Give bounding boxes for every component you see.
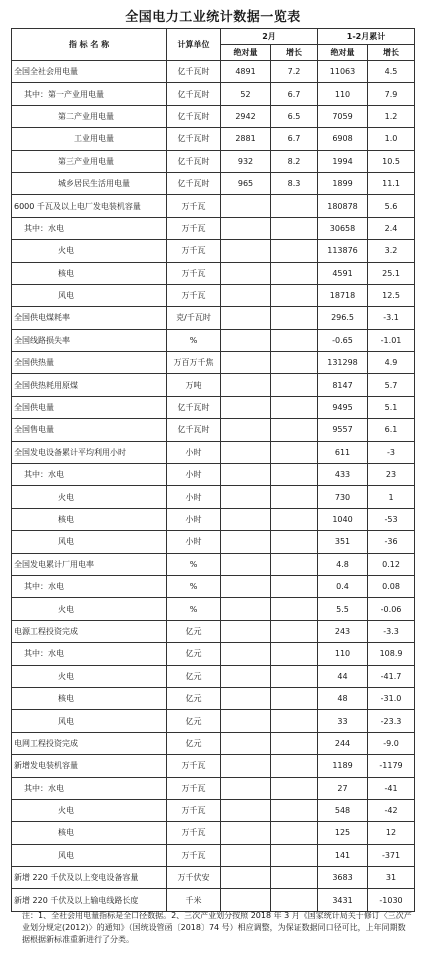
row-month-growth — [271, 620, 318, 642]
row-cumulative-abs: 141 — [318, 844, 368, 866]
row-unit: % — [167, 575, 221, 597]
row-name: 全国发电设备累计平均利用小时 — [12, 441, 167, 463]
row-month-growth — [271, 575, 318, 597]
row-name: 全国供热量 — [12, 352, 167, 374]
row-unit: 万千瓦 — [167, 240, 221, 262]
row-name: 风电 — [12, 284, 167, 306]
table-row — [12, 822, 415, 844]
row-cumulative-growth: -3 — [368, 441, 415, 463]
row-month-growth — [271, 195, 318, 217]
row-cumulative-abs: 18718 — [318, 284, 368, 306]
row-month-abs — [221, 531, 271, 553]
row-month-growth — [271, 822, 318, 844]
row-month-abs — [221, 262, 271, 284]
row-unit: 万百万千焦 — [167, 352, 221, 374]
header-abs-month: 绝对量 — [221, 45, 271, 61]
row-cumulative-growth: 5.1 — [368, 396, 415, 418]
row-cumulative-growth: -9.0 — [368, 732, 415, 754]
row-month-growth — [271, 374, 318, 396]
row-name: 火电 — [12, 799, 167, 821]
row-unit: 亿元 — [167, 643, 221, 665]
row-cumulative-growth: -1.01 — [368, 329, 415, 351]
row-month-abs — [221, 665, 271, 687]
row-cumulative-growth: -42 — [368, 799, 415, 821]
table-row — [12, 643, 415, 665]
row-unit: 亿千瓦时 — [167, 105, 221, 127]
row-unit: 万吨 — [167, 374, 221, 396]
table-row — [12, 284, 415, 306]
row-month-growth — [271, 889, 318, 911]
row-unit: % — [167, 598, 221, 620]
row-month-growth — [271, 262, 318, 284]
row-unit: 小时 — [167, 441, 221, 463]
table-row — [12, 195, 415, 217]
row-cumulative-abs: 4591 — [318, 262, 368, 284]
row-unit: 万千瓦 — [167, 284, 221, 306]
row-month-abs — [221, 575, 271, 597]
row-cumulative-abs: 433 — [318, 464, 368, 486]
header-growth-month: 增长 — [271, 45, 318, 61]
row-month-abs: 932 — [221, 150, 271, 172]
row-month-growth — [271, 352, 318, 374]
table-row — [12, 755, 415, 777]
table-row — [12, 531, 415, 553]
row-cumulative-growth: 11.1 — [368, 172, 415, 194]
row-cumulative-abs: 243 — [318, 620, 368, 642]
row-cumulative-abs: 9495 — [318, 396, 368, 418]
row-cumulative-growth: -31.0 — [368, 687, 415, 709]
row-month-growth — [271, 531, 318, 553]
row-month-abs — [221, 240, 271, 262]
row-unit: 小时 — [167, 508, 221, 530]
row-month-growth — [271, 687, 318, 709]
row-cumulative-abs: 296.5 — [318, 307, 368, 329]
table-row — [12, 240, 415, 262]
header-period-cumulative: 1-2月累计 — [318, 29, 415, 45]
row-cumulative-abs: 180878 — [318, 195, 368, 217]
row-month-abs — [221, 486, 271, 508]
row-month-abs — [221, 284, 271, 306]
row-unit: 小时 — [167, 464, 221, 486]
table-row — [12, 598, 415, 620]
row-unit: 亿元 — [167, 620, 221, 642]
row-cumulative-abs: 1189 — [318, 755, 368, 777]
row-month-abs — [221, 799, 271, 821]
row-cumulative-growth: -36 — [368, 531, 415, 553]
row-month-abs — [221, 643, 271, 665]
row-unit: % — [167, 329, 221, 351]
row-cumulative-growth: 0.08 — [368, 575, 415, 597]
row-month-abs — [221, 598, 271, 620]
row-month-abs — [221, 195, 271, 217]
row-month-growth — [271, 396, 318, 418]
row-name: 工业用电量 — [12, 128, 167, 150]
row-cumulative-abs: 131298 — [318, 352, 368, 374]
row-unit: 亿千瓦时 — [167, 396, 221, 418]
row-month-growth — [271, 307, 318, 329]
row-month-growth — [271, 217, 318, 239]
header-abs-cumulative: 绝对量 — [318, 45, 368, 61]
row-cumulative-abs: 1899 — [318, 172, 368, 194]
row-name: 其中：水电 — [12, 643, 167, 665]
row-cumulative-abs: 125 — [318, 822, 368, 844]
statistics-table — [11, 28, 415, 912]
document-title: 全国电力工业统计数据一览表 — [125, 10, 301, 25]
row-unit: 克/千瓦时 — [167, 307, 221, 329]
row-name: 其中：水电 — [12, 777, 167, 799]
row-name: 其中：水电 — [12, 464, 167, 486]
table-row — [12, 620, 415, 642]
row-cumulative-abs: 5.5 — [318, 598, 368, 620]
row-cumulative-abs: -0.65 — [318, 329, 368, 351]
row-cumulative-abs: 1994 — [318, 150, 368, 172]
row-month-growth — [271, 710, 318, 732]
row-month-growth — [271, 732, 318, 754]
table-row — [12, 889, 415, 911]
row-name: 风电 — [12, 844, 167, 866]
table-row — [12, 329, 415, 351]
row-cumulative-growth: 31 — [368, 867, 415, 889]
table-row — [12, 464, 415, 486]
row-month-abs — [221, 867, 271, 889]
row-cumulative-growth: 1 — [368, 486, 415, 508]
row-unit: 万千瓦 — [167, 799, 221, 821]
table-row — [12, 217, 415, 239]
row-cumulative-growth: -371 — [368, 844, 415, 866]
row-cumulative-growth: 7.9 — [368, 83, 415, 105]
row-cumulative-abs: 611 — [318, 441, 368, 463]
row-name: 新增 220 千伏及以上输电线路长度 — [12, 889, 167, 911]
row-unit: 万千瓦 — [167, 822, 221, 844]
row-month-abs — [221, 217, 271, 239]
row-cumulative-growth: -3.1 — [368, 307, 415, 329]
row-cumulative-abs: 244 — [318, 732, 368, 754]
table-row — [12, 665, 415, 687]
row-month-abs: 4891 — [221, 61, 271, 83]
row-cumulative-abs: 9557 — [318, 419, 368, 441]
row-month-abs — [221, 620, 271, 642]
row-month-growth — [271, 486, 318, 508]
table-row — [12, 172, 415, 194]
row-month-abs — [221, 419, 271, 441]
row-unit: 亿元 — [167, 687, 221, 709]
row-unit: 亿千瓦时 — [167, 83, 221, 105]
row-unit: 万千瓦 — [167, 755, 221, 777]
table-row — [12, 150, 415, 172]
table-row — [12, 867, 415, 889]
row-name: 其中：第一产业用电量 — [12, 83, 167, 105]
row-cumulative-growth: 5.6 — [368, 195, 415, 217]
row-month-abs — [221, 732, 271, 754]
table-row — [12, 710, 415, 732]
row-month-abs: 52 — [221, 83, 271, 105]
row-cumulative-abs: 110 — [318, 643, 368, 665]
row-unit: % — [167, 553, 221, 575]
row-month-growth: 7.2 — [271, 61, 318, 83]
table-row — [12, 396, 415, 418]
row-cumulative-abs: 44 — [318, 665, 368, 687]
table-row — [12, 61, 415, 83]
header-row-1 — [12, 29, 415, 45]
row-cumulative-abs: 7059 — [318, 105, 368, 127]
row-cumulative-growth: -53 — [368, 508, 415, 530]
row-month-growth — [271, 598, 318, 620]
row-month-growth — [271, 329, 318, 351]
table-row — [12, 419, 415, 441]
table-row — [12, 83, 415, 105]
row-cumulative-abs: 48 — [318, 687, 368, 709]
row-name: 全国发电累计厂用电率 — [12, 553, 167, 575]
row-unit: 万千瓦 — [167, 844, 221, 866]
row-cumulative-abs: 3683 — [318, 867, 368, 889]
row-cumulative-growth: -0.06 — [368, 598, 415, 620]
row-cumulative-abs: 3431 — [318, 889, 368, 911]
row-month-abs — [221, 553, 271, 575]
row-name: 核电 — [12, 508, 167, 530]
row-month-abs — [221, 889, 271, 911]
row-unit: 亿元 — [167, 665, 221, 687]
row-month-growth — [271, 643, 318, 665]
header-indicator: 指 标 名 称 — [12, 29, 167, 61]
row-cumulative-growth: 1.0 — [368, 128, 415, 150]
row-name: 火电 — [12, 486, 167, 508]
row-cumulative-growth: 5.7 — [368, 374, 415, 396]
row-month-abs — [221, 687, 271, 709]
table-row — [12, 441, 415, 463]
row-cumulative-growth: 108.9 — [368, 643, 415, 665]
row-month-growth — [271, 441, 318, 463]
row-cumulative-abs: 110 — [318, 83, 368, 105]
table-row — [12, 687, 415, 709]
row-cumulative-growth: 10.5 — [368, 150, 415, 172]
footnote: 注：1、全社会用电量指标是全口径数据。2、三次产业划分按照 2018 年 3 月《国家统计局关于修订〈三次产业划分规定(2012)〉的通知》（国统设管函〔2018〕74 号）相应调整，为保证数据同口径可比，上年同期数据根据新标准重新进行了分类。 — [22, 911, 412, 944]
row-name: 全国供电煤耗率 — [12, 307, 167, 329]
table-row — [12, 553, 415, 575]
table-row — [12, 374, 415, 396]
table-row — [12, 352, 415, 374]
row-cumulative-growth: 25.1 — [368, 262, 415, 284]
row-cumulative-abs: 33 — [318, 710, 368, 732]
row-cumulative-growth: -41.7 — [368, 665, 415, 687]
row-month-abs — [221, 329, 271, 351]
row-cumulative-growth: -3.3 — [368, 620, 415, 642]
row-month-growth — [271, 508, 318, 530]
row-name: 火电 — [12, 665, 167, 687]
row-month-abs — [221, 844, 271, 866]
row-month-abs — [221, 710, 271, 732]
row-unit: 亿千瓦时 — [167, 150, 221, 172]
row-cumulative-growth: 6.1 — [368, 419, 415, 441]
row-cumulative-growth: 12.5 — [368, 284, 415, 306]
row-cumulative-growth: 12 — [368, 822, 415, 844]
row-month-abs — [221, 352, 271, 374]
row-name: 风电 — [12, 531, 167, 553]
row-month-growth — [271, 464, 318, 486]
row-name: 全国线路损失率 — [12, 329, 167, 351]
row-cumulative-abs: 6908 — [318, 128, 368, 150]
row-month-abs — [221, 464, 271, 486]
row-month-abs — [221, 307, 271, 329]
row-name: 第三产业用电量 — [12, 150, 167, 172]
row-cumulative-growth: 23 — [368, 464, 415, 486]
row-month-growth: 6.7 — [271, 128, 318, 150]
table-row — [12, 128, 415, 150]
row-month-abs — [221, 441, 271, 463]
row-name: 电源工程投资完成 — [12, 620, 167, 642]
row-month-abs — [221, 396, 271, 418]
row-unit: 小时 — [167, 486, 221, 508]
table-row — [12, 486, 415, 508]
row-unit: 万千瓦 — [167, 195, 221, 217]
row-unit: 万千伏安 — [167, 867, 221, 889]
table-body — [12, 61, 415, 912]
row-name: 火电 — [12, 598, 167, 620]
row-cumulative-growth: -23.3 — [368, 710, 415, 732]
row-name: 电网工程投资完成 — [12, 732, 167, 754]
row-cumulative-abs: 8147 — [318, 374, 368, 396]
row-cumulative-abs: 351 — [318, 531, 368, 553]
row-month-abs: 2881 — [221, 128, 271, 150]
row-name: 6000 千瓦及以上电厂发电装机容量 — [12, 195, 167, 217]
row-cumulative-growth: 1.2 — [368, 105, 415, 127]
row-cumulative-growth: 0.12 — [368, 553, 415, 575]
row-month-abs — [221, 508, 271, 530]
row-month-growth — [271, 777, 318, 799]
row-month-abs — [221, 822, 271, 844]
row-month-growth — [271, 240, 318, 262]
row-unit: 亿千瓦时 — [167, 419, 221, 441]
row-month-abs — [221, 755, 271, 777]
table-row — [12, 262, 415, 284]
row-month-growth — [271, 844, 318, 866]
row-name: 火电 — [12, 240, 167, 262]
table-row — [12, 105, 415, 127]
header-growth-cumulative: 增长 — [368, 45, 415, 61]
row-month-growth: 8.3 — [271, 172, 318, 194]
table-row — [12, 508, 415, 530]
row-name: 全国供电量 — [12, 396, 167, 418]
row-unit: 亿千瓦时 — [167, 128, 221, 150]
row-name: 其中：水电 — [12, 217, 167, 239]
row-month-growth — [271, 867, 318, 889]
row-cumulative-growth: -1030 — [368, 889, 415, 911]
row-month-growth — [271, 665, 318, 687]
row-name: 核电 — [12, 822, 167, 844]
row-cumulative-abs: 548 — [318, 799, 368, 821]
row-month-growth: 6.5 — [271, 105, 318, 127]
row-month-growth: 6.7 — [271, 83, 318, 105]
row-cumulative-abs: 4.8 — [318, 553, 368, 575]
row-cumulative-abs: 1040 — [318, 508, 368, 530]
row-unit: 亿元 — [167, 732, 221, 754]
row-month-abs: 2942 — [221, 105, 271, 127]
row-cumulative-growth: -41 — [368, 777, 415, 799]
table-row — [12, 732, 415, 754]
row-cumulative-abs: 113876 — [318, 240, 368, 262]
row-cumulative-abs: 730 — [318, 486, 368, 508]
row-cumulative-growth: 3.2 — [368, 240, 415, 262]
table-row — [12, 799, 415, 821]
row-name: 核电 — [12, 687, 167, 709]
row-unit: 小时 — [167, 531, 221, 553]
header-unit: 计算单位 — [167, 29, 221, 61]
row-unit: 亿元 — [167, 710, 221, 732]
row-month-abs — [221, 777, 271, 799]
row-cumulative-growth: 2.4 — [368, 217, 415, 239]
row-unit: 万千瓦 — [167, 777, 221, 799]
row-name: 全国全社会用电量 — [12, 61, 167, 83]
row-month-growth — [271, 284, 318, 306]
row-unit: 亿千瓦时 — [167, 61, 221, 83]
row-unit: 千米 — [167, 889, 221, 911]
row-month-abs: 965 — [221, 172, 271, 194]
row-unit: 亿千瓦时 — [167, 172, 221, 194]
row-cumulative-growth: -1179 — [368, 755, 415, 777]
row-name: 新增 220 千伏及以上变电设备容量 — [12, 867, 167, 889]
row-name: 核电 — [12, 262, 167, 284]
row-month-abs — [221, 374, 271, 396]
row-cumulative-abs: 30658 — [318, 217, 368, 239]
row-name: 新增发电装机容量 — [12, 755, 167, 777]
row-month-growth — [271, 419, 318, 441]
row-name: 全国售电量 — [12, 419, 167, 441]
row-name: 第二产业用电量 — [12, 105, 167, 127]
row-month-growth — [271, 553, 318, 575]
table-row — [12, 844, 415, 866]
row-cumulative-abs: 11063 — [318, 61, 368, 83]
row-month-growth — [271, 799, 318, 821]
row-cumulative-growth: 4.9 — [368, 352, 415, 374]
row-month-growth: 8.2 — [271, 150, 318, 172]
row-cumulative-abs: 27 — [318, 777, 368, 799]
row-month-growth — [271, 755, 318, 777]
row-name: 其中：水电 — [12, 575, 167, 597]
table-row — [12, 307, 415, 329]
row-unit: 万千瓦 — [167, 217, 221, 239]
row-name: 全国供热耗用原煤 — [12, 374, 167, 396]
row-name: 风电 — [12, 710, 167, 732]
row-cumulative-growth: 4.5 — [368, 61, 415, 83]
row-cumulative-abs: 0.4 — [318, 575, 368, 597]
row-name: 城乡居民生活用电量 — [12, 172, 167, 194]
row-unit: 万千瓦 — [167, 262, 221, 284]
header-period-month: 2月 — [221, 29, 318, 45]
table-row — [12, 575, 415, 597]
table-row — [12, 777, 415, 799]
